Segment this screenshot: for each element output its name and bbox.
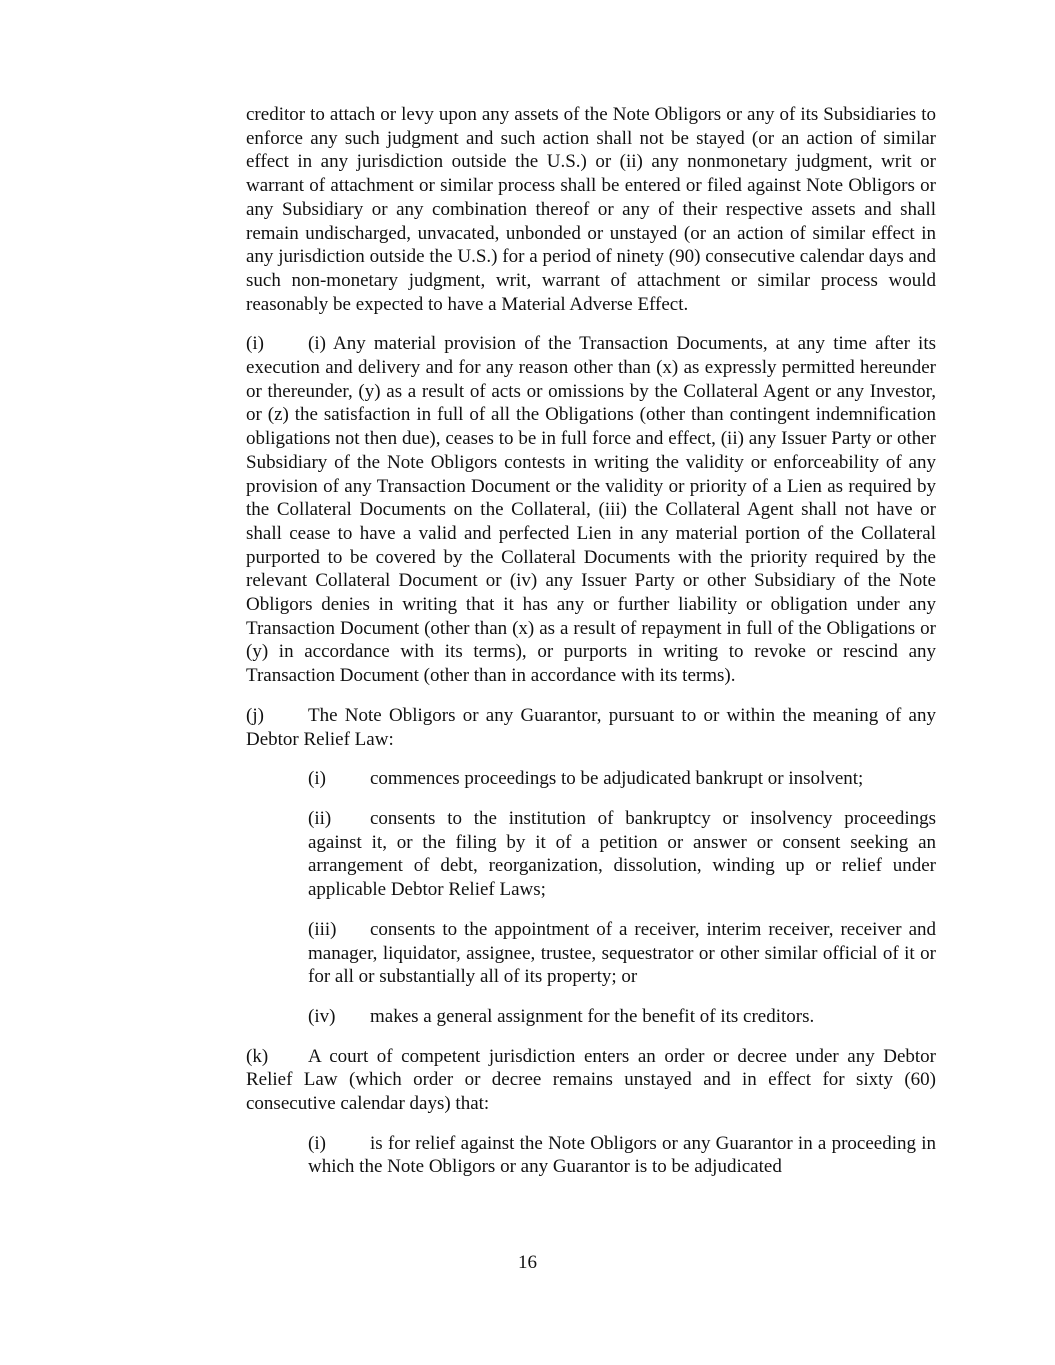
section-i-paragraph xyxy=(246,332,936,688)
page-number: 16 xyxy=(518,1252,537,1273)
section-j-item xyxy=(308,767,936,791)
section-j-item xyxy=(308,807,936,902)
section-j-item-text: consents to the appointment of a receiver, interim receiver, receiver and manager, liquidator, assignee, trustee, sequestrator or other similar official of it or for all or substantially all of its property; or xyxy=(308,918,936,988)
section-j-paragraph xyxy=(246,704,936,751)
section-j-item-text: commences proceedings to be adjudicated bankrupt or insolvent; xyxy=(370,768,864,790)
section-k-item-label: (i) xyxy=(308,1132,326,1154)
section-k-text: A court of competent jurisdiction enters an order or decree under any Debtor Relief Law (which order or decree remains unstayed and in effect for sixty (60) consecutive calendar days) that: xyxy=(246,1045,936,1115)
section-j-label: (j) xyxy=(246,704,264,726)
section-j-item xyxy=(308,1005,936,1029)
section-j-item-text: makes a general assignment for the benefit of its creditors. xyxy=(370,1005,815,1027)
section-k-item-text: is for relief against the Note Obligors or any Guarantor in a proceeding in which the Note Obligors or any Guarantor is to be adjudicated xyxy=(308,1132,936,1178)
section-i-text: (i) Any material provision of the Transaction Documents, at any time after its execution and delivery and for any reason other than (x) as expressly permitted hereunder or thereunder, (y) as a result of acts or omissions by the Collateral Agent or any Investor, or (z) the satisfaction in full of all the Obligations (other than contingent indemnification obligations not then due), ceases to be in full force and effect, (ii) any Issuer Party or other Subsidiary of the Note Obligors contests in writing the validity or enforceability of any provision of any Transaction Document or the validity or priority of a Lien as required by the Collateral Documents on the Collateral, (iii) the Collateral Agent shall not have or shall cease to have a valid and perfected Lien in any material portion of the Collateral purported to be covered by the Collateral Documents with the priority required by the relevant Collateral Document or (iv) any Issuer Party or other Subsidiary of the Note Obligors denies in writing that it has any or further liability or obligation under any Transaction Document (other than (x) as a result of repayment in full of the Obligations or (y) in accordance with its terms), or purports in writing to revoke or rescind any Transaction Document (other than in accordance with its terms). xyxy=(246,333,936,687)
section-j-text: The Note Obligors or any Guarantor, pursuant to or within the meaning of any Debtor Relief Law: xyxy=(246,704,936,750)
section-k-label: (k) xyxy=(246,1045,269,1067)
section-j-item-label: (i) xyxy=(308,768,326,790)
section-j-item xyxy=(308,918,936,989)
section-i-label: (i) xyxy=(246,333,264,355)
section-k-paragraph xyxy=(246,1045,936,1116)
document-page xyxy=(246,103,936,1179)
section-j-item-text: consents to the institution of bankruptcy or insolvency proceedings against it, or the filing by it of a petition or answer or consent seeking an arrangement of debt, reorganization, dissolution, winding up or relief under applicable Debtor Relief Laws; xyxy=(308,807,936,901)
carryover-paragraph: creditor to attach or levy upon any assets of the Note Obligors or any of its Subsidiaries to enforce any such judgment and such action shall not be stayed (or an action of similar effect in any jurisdiction outside the U.S.) or (ii) any nonmonetary judgment, writ or warrant of attachment or similar process shall be entered or filed against Note Obligors or any Subsidiary or any combination thereof or any of their respective assets and shall remain undischarged, unvacated, unbonded or unstayed (or an action of similar effect in any jurisdiction outside the U.S.) for a period of ninety (90) consecutive calendar days and such non-monetary judgment, writ, warrant of attachment or similar process would reasonably be expected to have a Material Adverse Effect. xyxy=(246,104,936,315)
section-j-item-label: (iii) xyxy=(308,918,337,940)
section-j-item-label: (ii) xyxy=(308,807,332,829)
section-j-item-label: (iv) xyxy=(308,1005,336,1027)
section-k-item xyxy=(308,1132,936,1179)
